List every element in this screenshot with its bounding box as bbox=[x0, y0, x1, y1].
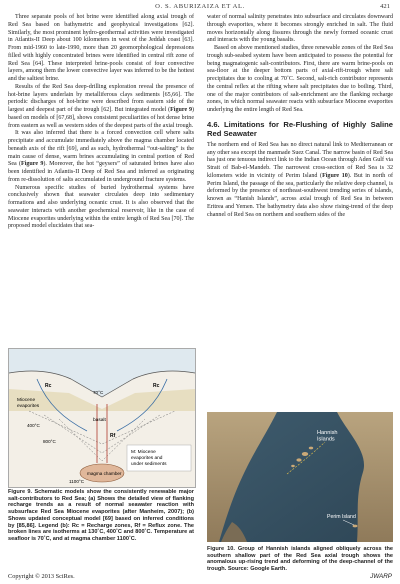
island bbox=[296, 458, 301, 461]
label-perim-island: Perim Island bbox=[327, 514, 356, 520]
label-basalt: basalt bbox=[93, 418, 106, 423]
paragraph: It was also inferred that there is a forced convection cell where salts precipitate and accumulate immediately above the magma chamber located beneath axis of the rift [69], and as such, hydrothermal “out-salting” is the main cause of dense, warm brines accumulating in central portion of Red Sea (Figure 9). Moreover, the hot “geysers” of saturated brines have also been identified in Atlantis-II Deep of Red Sea and inferred as originating from re-dissolution of salts accumulated in underground fracture systems. bbox=[8, 130, 194, 183]
figure-10-svg bbox=[207, 412, 393, 542]
copyright: Copyright © 2013 SciRes. bbox=[8, 573, 75, 580]
perim-island-shape bbox=[353, 525, 358, 528]
label-rc: Rc bbox=[153, 383, 160, 389]
label-temp: 1100°C bbox=[69, 479, 85, 484]
label-rc: Rc bbox=[45, 383, 52, 389]
paragraph: Numerous specific studies of buried hydrothermal systems have conclusively shown that seawater circulates deep into sedimentary formations and also underlying oceanic crust. It is also observed that the seawater interacts with another geochemical reservoir, like in the case of Miocene evaporites underlying within the entire length of Red Sea [70]. The proposed model elucidates that sea- bbox=[8, 184, 194, 230]
figure-reference: Figure 9 bbox=[170, 107, 192, 113]
label-islands: Islands bbox=[317, 436, 335, 443]
figure-10-caption: Figure 10. Group of Hannish islands aligned obliquely across the southern shallow part of the Red Sea axial trough shows the anomalous up-rising trend and deforming of the deep-channel of the trough. Source: Google Earth. bbox=[207, 546, 393, 573]
label-hannish: Hannish bbox=[317, 430, 338, 436]
figure-reference: Figure 10 bbox=[322, 172, 348, 179]
paragraph: The northern end of Red Sea has no direct natural link to Mediterranean or any other sea except the manmade Suez Canal. The narrow basin of Red Sea has just one tenuous indirect link to the Indian Ocean through Aden Gulf via Strait of Bab-el-Mandeb. The narrowest cross-section of Red Sea is 32 kilometers wide in vicinity of Perim Island (Figure 10). But in north of Perim Island, the passage of the sea, particularly the relative deep channel, is deformed by the presence of northeast-southwest trending series of islands, known as “Hanish Islands”, across axial trough of Red Sea in between Eritrea and Yemen. The bathymetry data also show rising-trend of the deep channel of Red Sea on northern and southern sides of the bbox=[207, 141, 393, 218]
page-header bbox=[0, 3, 400, 13]
label-temp: 400°C bbox=[27, 423, 40, 428]
figure-reference: Figure 9 bbox=[21, 161, 44, 168]
island bbox=[302, 452, 308, 456]
label-rf: Rf bbox=[110, 433, 116, 439]
island bbox=[309, 447, 313, 450]
legend-text: M: Miocene bbox=[131, 450, 156, 455]
figure-9-diagram bbox=[8, 348, 196, 488]
paragraph: Three separate pools of hot brine were identified along axial trough of Red Sea based on bathymetric and geophysical investigations [62]. Similarly, the most prominent hydro-geothermal activities were investigated in Atlantis-II Deep about 100 kilometers in west of the Jeddah coast [63]. From mid-1960 to late-1990, more than 20 geomorphological depressions filled with highly concentrated brines were identified in central rift zone of Red Sea [64]. These interpreted brine-pools consist of four convective layers, among them the lower convective layer was inferred to be the hottest and the saltiest brine. bbox=[8, 14, 194, 82]
label-evaporites: evaporites bbox=[17, 404, 40, 409]
paragraph: Results of the Red Sea deep-drilling exploration reveal the presence of hot-brine layers underlain by metalliferous clays sediments [65,66]. The periodic discharges of hot-brine were described from eastern side of the largest and deepest part of the trough [62]. But integrated model (Figure 9) based on models of [67,68], shows consistent peculiarities of hot dense brine from eastern as well as western sides of the deepest parts of the axial trough. bbox=[8, 83, 194, 129]
paragraph: water of normal salinity penetrates into subsurface and circulates downward through evaporites, where it becomes strongly enriched in salt. The fluid moves horizontally along fissures through the newly formed oceanic crust and interacts with the young basalts. bbox=[207, 14, 393, 44]
label-temp: 70°C bbox=[93, 390, 104, 395]
journal-name: JWARP bbox=[370, 573, 392, 580]
running-head-author: O. S. ABURIZAIZA ET AL. bbox=[155, 3, 245, 10]
section-heading: 4.6. Limitations for Re-Flushing of Highly Saline Red Seawater bbox=[207, 119, 393, 138]
label-temp: 800°C bbox=[43, 439, 56, 444]
figure-9-svg bbox=[9, 349, 195, 487]
page-number: 421 bbox=[380, 3, 390, 10]
figure-10-satellite-image bbox=[207, 412, 393, 542]
page-footer bbox=[0, 573, 400, 583]
label-magma: magma chamber bbox=[87, 471, 122, 476]
legend-text: under sediments bbox=[131, 462, 167, 467]
island bbox=[291, 465, 295, 467]
right-column bbox=[207, 14, 393, 219]
legend-text: evaporites and bbox=[131, 456, 163, 461]
label-miocene: Miocene bbox=[17, 398, 36, 403]
left-column bbox=[8, 14, 194, 231]
figure-9-caption: Figure 9. Schematic models show the consistently renewable major salt-contributors to Red Sea; (a) Shows the detailed view of flanking recharge trends as a result of normal seawater reaction with subsurface Red Sea Miocene evaporites (after Manheim, 2007); (b) Shows updated conceptual model [69] based on inferred conditions by [85,86]. Legend (b): Rc = Recharge zones, Rf = Reflux zone. The broken lines are isotherms at 130˚C, 400˚C and 800˚C. Temperature at seafloor is 70˚C, and at magma chamber 1100˚C. bbox=[8, 489, 194, 542]
paragraph: Based on above mentioned studies, three renewable zones of the Red Sea trough sub-seabed system have been anticipated to possess the potential for being magmatogenic salt-contributors. First, there are warm brine-pools on sea-floor at the deeper bottom parts of axial-rift-trough where salt precipitates due to cooling at 70˚C. Second, salt-rich contributor represents the central reflex at the rifting where salt precipitates due to boiling. Third, one of the major contributors of salt-enrichment are the flanking recharge zones, in which normal seawater reacts with subsurface Miocene evaporites underlying the entire length of Red Sea. bbox=[207, 45, 393, 113]
